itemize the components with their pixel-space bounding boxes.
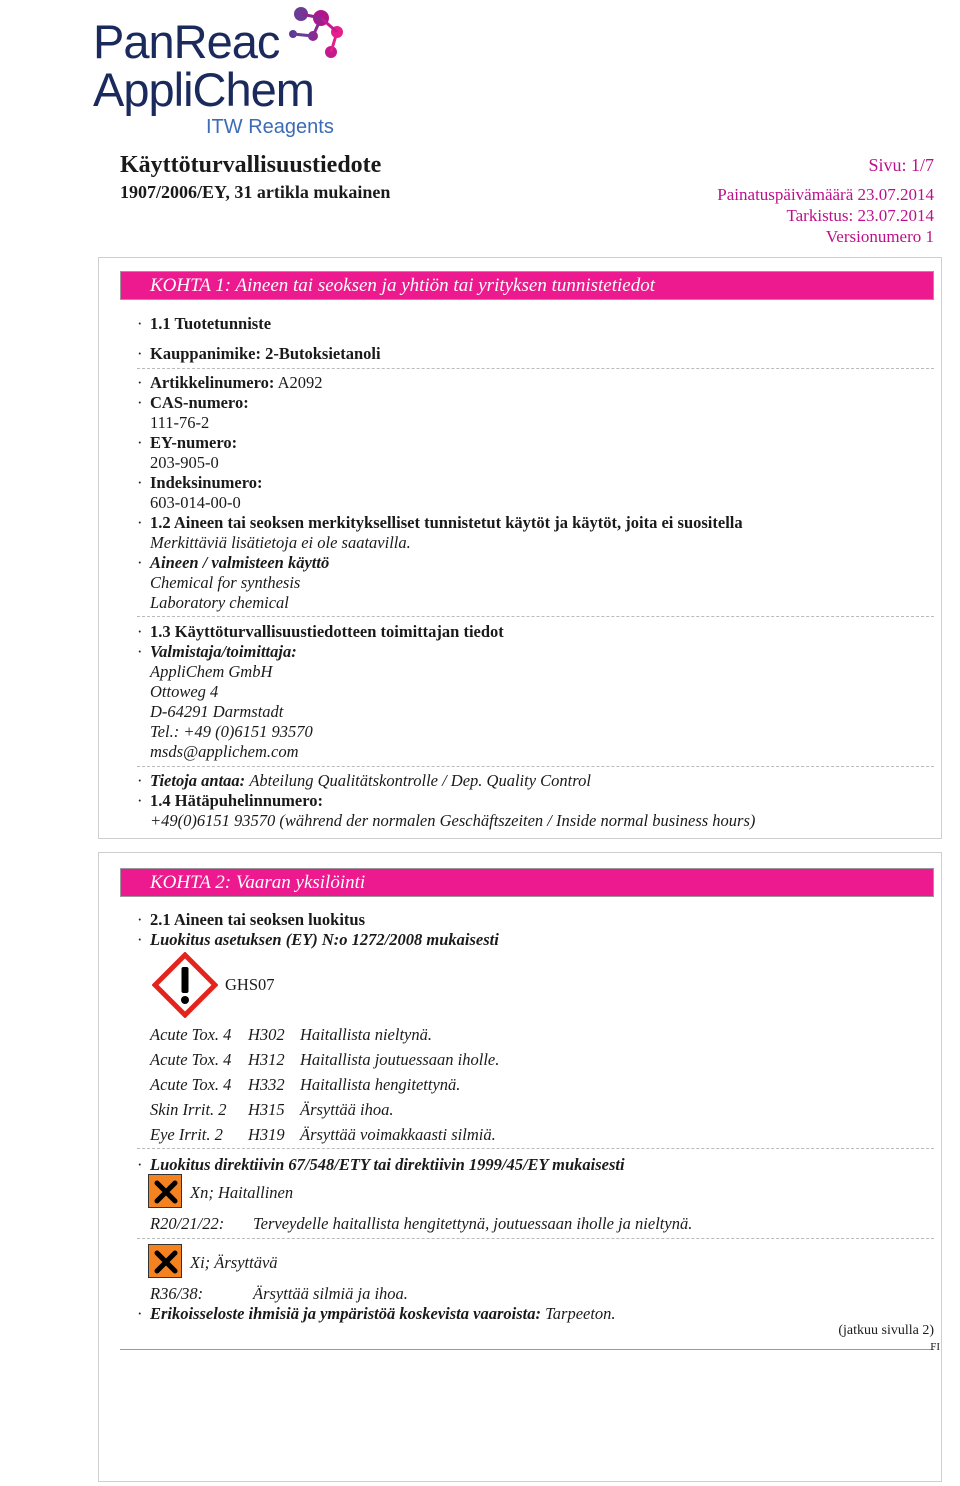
section-2-1-title: · 2.1 Aineen tai seoksen luokitus — [137, 910, 365, 929]
document-title: Käyttöturvallisuustiedote — [120, 152, 382, 178]
section-1-heading: KOHTA 1: Aineen tai seoksen ja yhtiön tai yrityksen tunnistetiedot — [120, 271, 934, 300]
supplier-line-3: D-64291 Darmstadt — [150, 702, 284, 721]
use-label: · Aineen / valmisteen käyttö — [137, 553, 330, 572]
section-1-4-title: · 1.4 Hätäpuhelinnumero: — [137, 791, 323, 810]
separator — [137, 1238, 934, 1239]
trade-name: · Kauppanimike: 2-Butoksietanoli — [137, 344, 381, 363]
section-1-3-title: · 1.3 Käyttöturvallisuustiedotteen toimittajan tiedot — [137, 622, 504, 641]
clp-label: · Luokitus asetuksen (EY) N:o 1272/2008 mukaisesti — [137, 930, 499, 949]
xi-irritant-icon — [148, 1244, 182, 1278]
separator — [137, 766, 934, 767]
index-label: · Indeksinumero: — [137, 473, 263, 492]
section-1-2-text: Merkittäviä lisätietoja ei ole saatavilla. — [150, 533, 411, 552]
xi-label: Xi; Ärsyttävä — [190, 1253, 278, 1272]
xn-harmful-icon — [148, 1174, 182, 1208]
article-number: · Artikkelinumero: A2092 — [137, 373, 323, 392]
continued-note: (jatkuu sivulla 2) — [838, 1323, 934, 1338]
separator — [137, 616, 934, 617]
cas-value: 111-76-2 — [150, 413, 210, 432]
separator — [137, 1148, 934, 1149]
section-1-1-title: · 1.1 Tuotetunniste — [137, 314, 272, 333]
supplier-line-4: Tel.: +49 (0)6151 93570 — [150, 722, 313, 741]
section-2-heading: KOHTA 2: Vaaran yksilöinti — [120, 868, 934, 897]
section-1-2-title: · 1.2 Aineen tai seoksen merkitykselliset tunnistetut käytöt ja käytöt, joita ei suositella — [137, 513, 743, 532]
use-1: Chemical for synthesis — [150, 573, 301, 592]
ghs07-exclamation-icon — [152, 952, 218, 1018]
language-code: FI — [930, 1341, 940, 1353]
emergency-number: +49(0)6151 93570 (während der normalen Geschäftszeiten / Inside normal business hours) — [150, 811, 756, 830]
page-number: Sivu: 1/7 — [868, 155, 934, 175]
logo-line-3: ITW Reagents — [206, 116, 334, 138]
use-2: Laboratory chemical — [150, 593, 289, 612]
logo-line-1: PanReac — [93, 15, 280, 68]
separator — [137, 368, 934, 369]
logo-molecule-icon — [271, 4, 351, 70]
ec-label: · EY-numero: — [137, 433, 238, 452]
supplier-label: · Valmistaja/toimittaja: — [137, 642, 297, 661]
revision-date: Tarkistus: 23.07.2014 — [786, 206, 934, 225]
logo-line-2: AppliChem — [93, 63, 314, 116]
info-contact: · Tietoja antaa: Abteilung Qualitätskontrolle / Dep. Quality Control — [137, 771, 591, 790]
cas-label: · CAS-numero: — [137, 393, 249, 412]
print-date: Painatuspäivämäärä 23.07.2014 — [717, 185, 934, 204]
footer-rule — [120, 1349, 934, 1350]
special-hazards: · Erikoisseloste ihmisiä ja ympäristöä koskevista vaaroista: Tarpeeton. — [137, 1304, 616, 1323]
index-value: 603-014-00-0 — [150, 493, 241, 512]
version-number: Versionumero 1 — [825, 227, 934, 246]
supplier-line-1: AppliChem GmbH — [150, 662, 273, 681]
document-subtitle: 1907/2006/EY, 31 artikla mukainen — [120, 182, 391, 202]
ghs-label: GHS07 — [225, 975, 275, 994]
ec-value: 203-905-0 — [150, 453, 219, 472]
supplier-email: msds@applichem.com — [150, 742, 299, 761]
directive-label: · Luokitus direktiivin 67/548/ETY tai direktiivin 1999/45/EY mukaisesti — [137, 1155, 625, 1174]
supplier-line-2: Ottoweg 4 — [150, 682, 219, 701]
xn-label: Xn; Haitallinen — [190, 1183, 294, 1202]
company-logo — [93, 4, 363, 140]
